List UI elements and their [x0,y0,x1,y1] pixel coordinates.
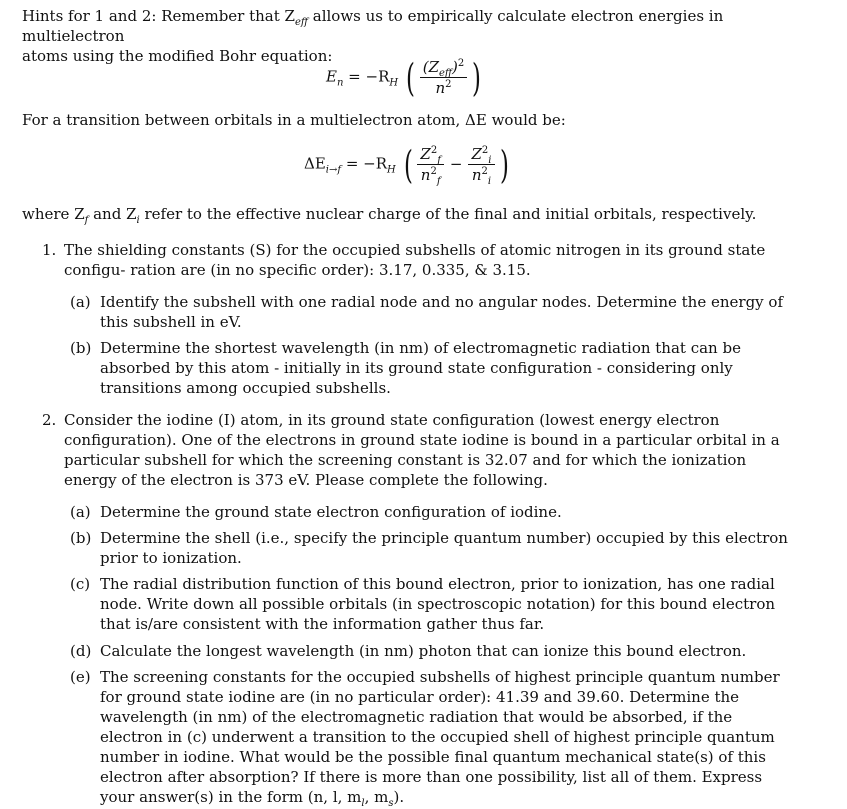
eq2-f1-den-sub: f [436,176,441,187]
eq2-fraction-i [468,145,494,187]
q2e-label: (e) [70,668,91,686]
q2c-text: The radial distribution function of this bound electron, prior to ionization, has one radial node. Write down all possible orbitals (in spectroscopic notation) for this bound electron that is/are consistent with the information gather thus far. [100,575,776,633]
eq2-left-paren: ( [403,142,413,187]
q2b-text: Determine the shell (i.e., specify the principle quantum number) occupied by this electron prior to ionization. [100,529,788,567]
eq2-f2-num: Z [471,145,482,163]
q2e-text-end: ). [393,788,405,806]
q2e-sub-s: s [388,798,394,809]
hint-text-c: atoms using the modified Bohr equation: [22,47,333,65]
eq1-right-paren: ) [472,55,482,100]
eq1-num-sub: eff [439,68,453,79]
eq1-num-sup: 2 [457,58,465,69]
eq2-minus: − [449,154,463,173]
q2-text: Consider the iodine (I) atom, in its ground state configuration (lowest energy electron configuration). One of the electrons in ground state iodine is bound in a particular orbital in a particular subshell for which the screening constant is 32.07 and for which the ionization energy of the electron is 373 eV. Please complete the following. [64,411,780,489]
q2c-label: (c) [70,575,91,593]
q2e-text [100,667,798,807]
q1a-label: (a) [70,293,91,311]
q2-number: 2. [42,411,57,429]
eq1-num: (Z [422,58,439,76]
eq2-fraction-f [417,145,444,187]
q2e-sub-l: l [361,798,365,809]
eq2-f1-num-sub: f [437,155,441,166]
eq1-lhs-sub: n [336,77,344,89]
eq2-rhs-sub: H [387,164,396,176]
q2e-text-main: The screening constants for the occupied subshells of highest principle quantum number for ground state iodine are (in no particular order): 41.39 and 39.60. Determine the wavelength (in nm) of the electromagnetic radiation that would be absorbed, if the electron in (c) underwent a transition to the occupied shell of highest principle quantum number in iodine. What would be the possible final quantum mechanical state(s) of this electron after absorption? If there is more than one possibility, list all of them. Express your answer(s) in the form (n, l, m [100,668,780,806]
eq2-rhs: = −R [341,154,388,173]
q2a-text: Determine the ground state electron configuration of iodine. [100,503,562,521]
eq2-f1-num-sup: 2 [430,145,438,156]
where-c: refer to the effective nuclear charge of the final and initial orbitals, respectively. [139,205,757,223]
eq2-right-paren: ) [499,142,509,187]
eq2-f1-den-sup: 2 [430,166,437,177]
eq1-lhs: E [326,67,337,86]
hint-text-a: Hints for 1 and 2: Remember that Z [22,7,295,25]
eq2-f2-den-sup: 2 [481,166,488,177]
eq1-den-sup: 2 [445,79,452,90]
hint-text-b: allows us to empirically calculate electron energies in multielectron [22,7,724,45]
hint-sub: eff [294,17,308,28]
q1b-text: Determine the shortest wavelength (in nm) of electromagnetic radiation that can be absorbed by this atom - initially in its ground state configuration - considering only transitions among occupied subshells. [100,339,741,397]
q1-number: 1. [42,241,57,259]
eq2-f2-num-sup: 2 [481,145,489,156]
eq1-fraction [420,58,468,97]
eq1-rhs: = −R [343,67,390,86]
eq1-rhs-sub: H [389,77,399,89]
eq2-lhs-sub: i→f [325,164,342,176]
where-b: and Z [88,205,137,223]
eq2-f2-num-sub: i [488,155,492,166]
where-sub-f: f [84,215,89,226]
eq2-lhs: ΔE [304,154,326,173]
transition-text: For a transition between orbitals in a multielectron atom, ΔE would be: [22,111,566,129]
eq2-f2-den: n [471,166,482,184]
q1-text: The shielding constants (S) for the occupied subshells of atomic nitrogen in its ground state configu- ration are (in no specific order): 3.17, 0.335, & 3.15. [64,241,766,279]
q2a-label: (a) [70,503,91,521]
where-a: where Z [22,205,85,223]
transition-equation [304,142,511,187]
eq2-f1-num: Z [420,145,431,163]
q2b-label: (b) [70,529,92,547]
where-text [22,204,802,224]
q2e-text-mid: , m [364,788,389,806]
eq1-num-end: ) [452,58,458,76]
eq2-f2-den-sub: i [487,176,492,187]
bohr-equation [326,55,484,100]
eq2-f1-den: n [420,166,431,184]
q2d-label: (d) [70,642,92,660]
q2d-text: Calculate the longest wavelength (in nm) photon that can ionize this bound electron. [100,642,747,660]
eq1-left-paren: ( [405,55,415,100]
q1a-text: Identify the subshell with one radial node and no angular nodes. Determine the energy of this subshell in eV. [100,293,783,331]
eq1-den: n [435,79,446,97]
q1b-label: (b) [70,339,92,357]
where-sub-i: i [136,215,140,226]
